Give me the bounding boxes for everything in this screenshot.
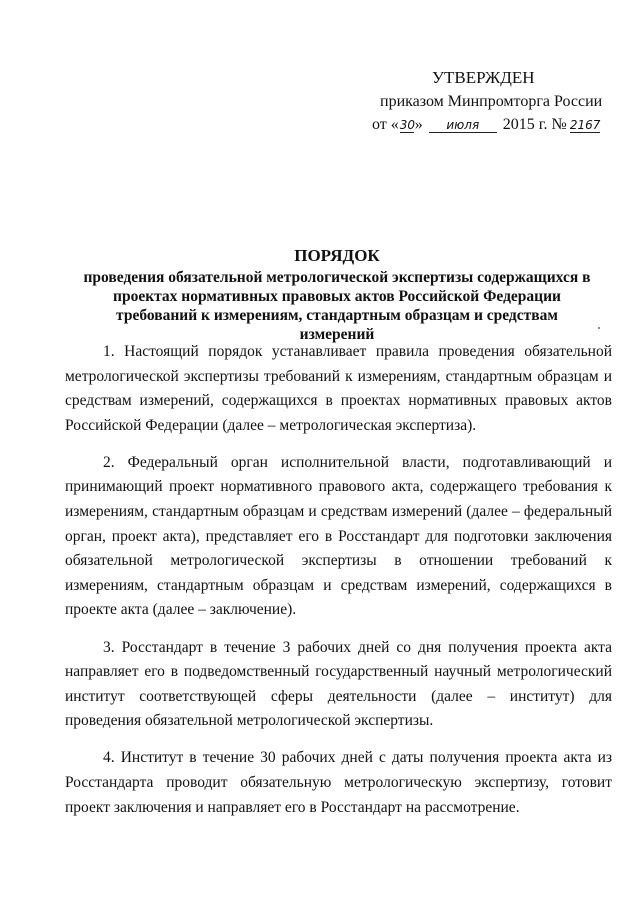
- paragraph-3: 3. Росстандарт в течение 3 рабочих дней со дня получения проекта акта направляет его в подведомственный государственный научный метрологический институт соответствующей сферы деятельности (далее – институт) для проведения обязательной метрологической экспертизы.: [65, 638, 612, 730]
- scan-speck: [598, 327, 600, 329]
- document-title: ПОРЯДОК: [294, 246, 380, 265]
- paragraph-1: 1. Настоящий порядок устанавливает правила проведения обязательной метрологической экспертизы требований к измерениям, стандартным образцам и средствам измерений, содержащихся в проектах нормативных правовых актов Российской Федерации (далее – метрологическая экспертиза).: [65, 343, 612, 434]
- handwritten-month: июля: [429, 118, 497, 133]
- document-body: [65, 340, 612, 833]
- number-prefix: №: [551, 116, 567, 133]
- document-subtitle: проведения обязательной метрологической экспертизы содержащихся в проектах нормативных правовых актов Российской Федерации требований к измерениям, стандартным образцам и средствам измерений: [83, 269, 591, 343]
- paragraph-2: 2. Федеральный орган исполнительной власти, подготавливающий и принимающий проект нормативного правового акта, содержащего требования к измерениям, стандартным образцам и средствам измерений (далее – федеральный орган, проект акта), представляет его в Росстандарт для подготовки заключения обязательной метрологической экспертизы в отношении требований к измерениям, стандартным образцам и средствам измерений, содержащихся в проекте акта (далее – заключение).: [65, 453, 612, 619]
- approved-heading: УТВЕРЖДЕН: [432, 68, 535, 87]
- date-prefix: от «: [372, 116, 399, 133]
- paragraph-4: 4. Институт в течение 30 рабочих дней с даты получения проекта акта из Росстандарта проводит обязательную метрологическую экспертизу, готовит проект заключения и направляет его в Росстандарт на рассмотрение.: [65, 749, 612, 816]
- handwritten-order-number: 2167: [569, 118, 601, 132]
- approval-date-line: [372, 115, 600, 135]
- handwritten-day: 30: [399, 118, 416, 132]
- approval-order-line: приказом Минпромторга России: [380, 93, 603, 110]
- date-year: 2015 г.: [502, 116, 548, 133]
- date-mid: »: [414, 116, 423, 133]
- document-title-block: [60, 246, 614, 344]
